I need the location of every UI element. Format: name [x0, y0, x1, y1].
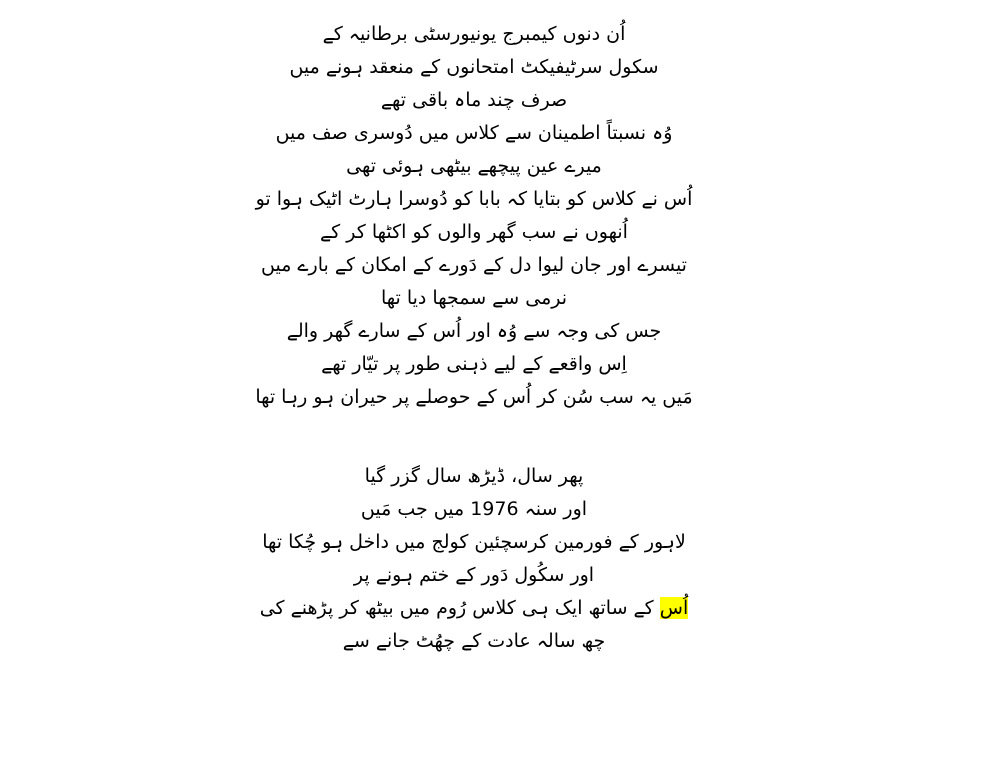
poem-line: جس کی وجہ سے وُہ اور اُس کے سارے گھر والے — [286, 320, 662, 342]
poem-line: اور سنہ 1976 میں جب مَیں — [360, 498, 588, 520]
stanza-1 — [30, 18, 978, 414]
poem-line: چھ سالہ عادت کے چھُٹ جانے سے — [342, 630, 606, 652]
poem-line: تیسرے اور جان لیوا دل کے دَورے کے امکان کے بارے میں — [261, 254, 687, 276]
stanza-2 — [30, 460, 978, 658]
poem-line: اُن دنوں کیمبرج یونیورسٹی برطانیہ کے — [322, 23, 626, 45]
highlighted-word: اُس — [659, 597, 689, 619]
poem-line: اُس نے کلاس کو بتایا کہ بابا کو دُوسرا ہارٹ اٹیک ہوا تو — [255, 188, 693, 210]
poem-line: نرمی سے سمجھا دیا تھا — [380, 287, 568, 309]
poem-line: اِس واقعے کے لیے ذہنی طور پر تیّار تھے — [321, 353, 627, 375]
poem-line-highlighted — [30, 592, 978, 625]
poem-line: لاہور کے فورمین کرسچئین کولج میں داخل ہو چُکا تھا — [262, 531, 686, 553]
poem-line: مَیں یہ سب سُن کر اُس کے حوصلے پر حیران ہو رہا تھا — [255, 386, 693, 408]
poem-line: میرے عین پیچھے بیٹھی ہوئی تھی — [346, 155, 602, 177]
poem-line: صرف چند ماہ باقی تھے — [380, 89, 568, 111]
poem-line: سکول سرٹیفیکٹ امتحانوں کے منعقد ہونے میں — [289, 56, 659, 78]
highlighted-line-rest: کے ساتھ ایک ہی کلاس رُوم میں بیٹھ کر پڑھنے کی — [259, 597, 660, 619]
poem-line: وُہ نسبتاً اطمینان سے کلاس میں دُوسری صف میں — [275, 122, 673, 144]
poem-line: پھر سال، ڈیڑھ سال گزر گیا — [364, 465, 584, 487]
poem-line: اُنھوں نے سب گھر والوں کو اکٹھا کر کے — [320, 221, 628, 243]
poem-line: اور سکُول دَور کے ختم ہونے پر — [353, 564, 595, 586]
